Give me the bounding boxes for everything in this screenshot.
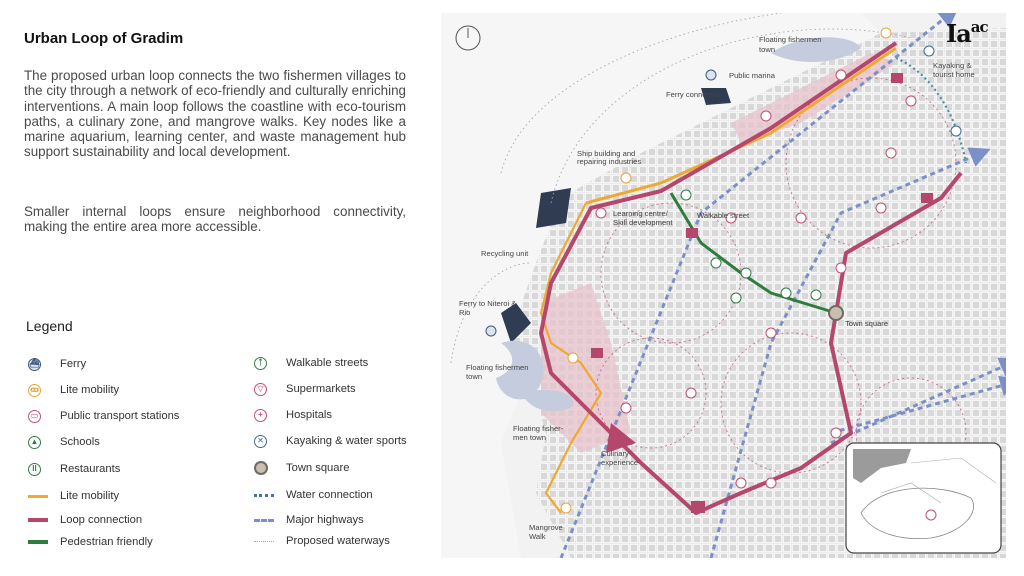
legend-item-lite-mobility-line <box>28 488 119 504</box>
legend-item-hospitals <box>254 407 332 423</box>
legend-label: Restaurants <box>60 463 121 475</box>
intro-paragraph: The proposed urban loop connects the two fishermen villages to the city through a network of eco-friendly and culturally enriching interventions. A main loop follows the coastline with eco-tourism paths, a culinary zone, and mangrove walks. Key nodes like a marine aquarium, learning center, and waste management hub support sustainability and local development. <box>24 68 406 160</box>
label-floating-left-2: town <box>466 372 483 381</box>
connectivity-paragraph: Smaller internal loops ensure neighborhood connectivity, making the entire area more accessible. <box>24 204 406 235</box>
legend-label: Kayaking & water sports <box>286 435 407 447</box>
legend-label: Walkable streets <box>286 357 369 369</box>
label-town-square: Town square <box>845 319 889 328</box>
inset-location-map <box>846 443 1001 553</box>
legend-label: Major highways <box>286 514 364 526</box>
cart-icon: ▽ <box>254 383 267 396</box>
dashed-blue-line-icon <box>254 519 274 522</box>
label-walkable: Walkable street <box>697 211 750 220</box>
legend-label: Ferry <box>60 358 87 370</box>
legend-label: Lite mobility <box>60 384 120 396</box>
town-square-icon <box>254 461 268 475</box>
legend-item-loop-connection <box>28 512 142 528</box>
green-line-icon <box>28 540 48 544</box>
label-ferry-connection: Ferry connection <box>666 90 723 99</box>
label-mangrove-2: Walk <box>529 532 546 541</box>
legend-item-supermarkets <box>254 381 356 397</box>
urban-loop-map <box>441 13 1006 558</box>
hospital-cross-icon: + <box>254 409 267 422</box>
legend-label: Town square <box>286 462 350 474</box>
legend-label: Lite mobility <box>60 490 120 502</box>
label-culinary-2: experience <box>601 458 639 467</box>
legend-item-schools <box>28 434 100 450</box>
label-floating-top: Floating fishermen <box>759 35 822 44</box>
bus-icon: ▭ <box>28 410 41 423</box>
bicycle-icon: ꝏ <box>28 384 41 397</box>
label-ferry-niteroi-2: Rio <box>459 308 471 317</box>
label-kayaking: Kayaking & <box>933 61 972 70</box>
pink-line-icon <box>28 518 48 522</box>
label-floating-left: Floating fishermen <box>466 363 529 372</box>
fine-dotted-line-icon <box>254 541 274 542</box>
legend-label: Pedestrian friendly <box>60 536 153 548</box>
legend-label: Public transport stations <box>60 410 180 422</box>
legend-item-walkable <box>254 355 368 371</box>
legend-label: Proposed waterways <box>286 535 390 547</box>
label-public-marina: Public marina <box>729 71 776 80</box>
label-ship-building-2: repairing industries <box>577 157 642 166</box>
graduation-cap-icon: ▲ <box>28 436 41 449</box>
legend-item-proposed-waterways <box>254 533 390 549</box>
legend-item-major-highways <box>254 512 364 528</box>
label-mangrove: Mangrove <box>529 523 563 532</box>
label-kayaking-2: tourist home <box>933 70 975 79</box>
label-ferry-niteroi: Ferry to Niteroi & <box>459 299 517 308</box>
legend-title: Legend <box>26 318 73 334</box>
legend-label: Loop connection <box>60 514 143 526</box>
fork-knife-icon: ll <box>28 463 41 476</box>
iaac-logo: $Ia^{ac}$ <box>946 18 988 48</box>
legend-item-ferry <box>28 356 86 372</box>
label-floating-top-2: town <box>759 45 776 54</box>
legend-item-restaurants <box>28 461 120 477</box>
legend-item-public-transport <box>28 408 179 424</box>
label-culinary: Culinary <box>601 449 629 458</box>
page-title: Urban Loop of Gradim <box>24 30 184 47</box>
legend-label: Schools <box>60 436 100 448</box>
legend-label: Supermarkets <box>286 383 356 395</box>
legend-item-pedestrian <box>28 534 153 550</box>
ferry-icon: ⛴ <box>28 358 41 371</box>
dotted-blue-line-icon <box>254 494 274 497</box>
orange-line-icon <box>28 495 48 498</box>
label-recycling: Recycling unit <box>481 249 529 258</box>
label-learning-2: Skill development <box>613 218 673 227</box>
label-ship-building: Ship building and <box>577 149 636 158</box>
label-learning: Learning centre/ <box>613 209 668 218</box>
town-square-marker <box>829 306 843 320</box>
legend-item-water-connection <box>254 487 373 503</box>
walker-icon: ᛏ <box>254 357 267 370</box>
label-floating-bottom-2: men town <box>513 433 546 442</box>
legend-item-lite-mobility <box>28 382 119 398</box>
legend-item-kayaking <box>254 433 407 449</box>
legend-label: Hospitals <box>286 409 333 421</box>
legend-item-town-square <box>254 460 349 476</box>
legend-label: Water connection <box>286 489 373 501</box>
kayak-icon: ✕ <box>254 435 267 448</box>
label-floating-bottom: Floating fisher- <box>513 424 564 433</box>
